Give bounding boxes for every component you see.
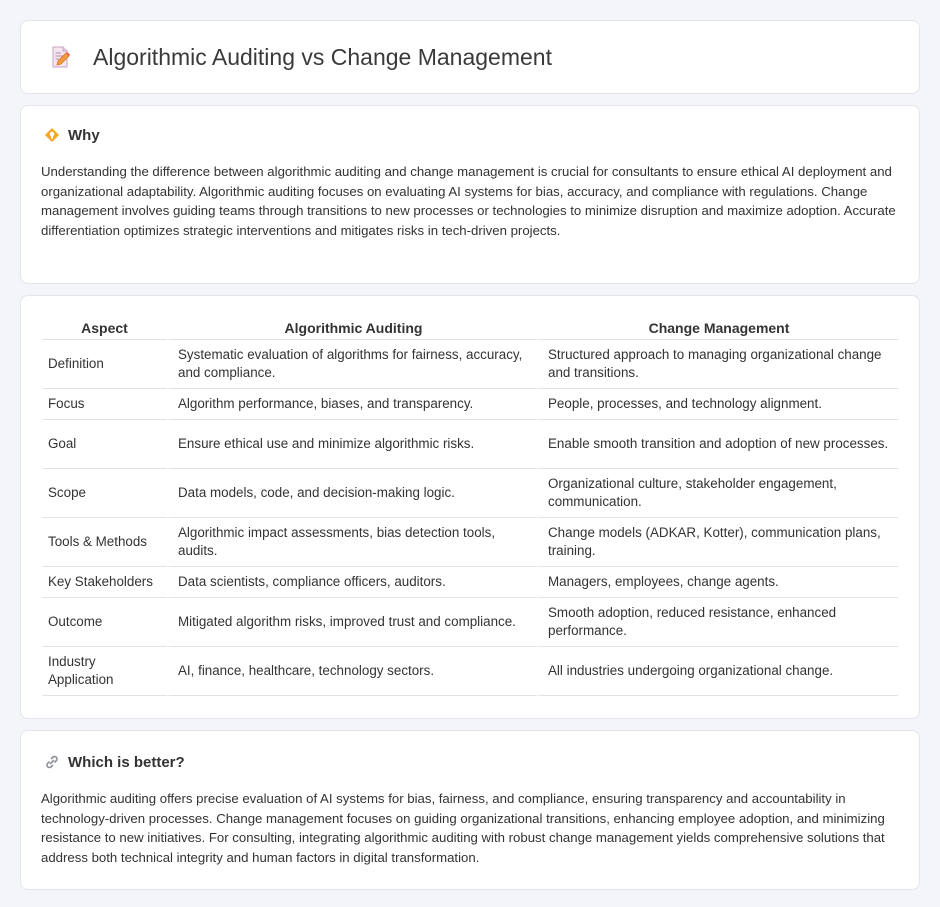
table-header-row: [42, 318, 898, 340]
cell-change: Smooth adoption, reduced resistance, enhanced performance.: [537, 598, 898, 647]
cell-aspect: Tools & Methods: [42, 518, 167, 567]
cell-auditing: Mitigated algorithm risks, improved trust and compliance.: [167, 598, 537, 647]
cell-change: Organizational culture, stakeholder engagement, communication.: [537, 469, 898, 518]
table-row: [42, 420, 898, 469]
cell-change: All industries undergoing organizational change.: [537, 647, 898, 696]
cell-auditing: Data scientists, compliance officers, auditors.: [167, 567, 537, 598]
cell-auditing: Systematic evaluation of algorithms for fairness, accuracy, and compliance.: [167, 340, 537, 389]
cell-aspect: Focus: [42, 389, 167, 420]
lightbulb-diamond-icon: [43, 126, 61, 144]
table-row: [42, 598, 898, 647]
cell-change: People, processes, and technology alignment.: [537, 389, 898, 420]
table-row: [42, 469, 898, 518]
header-aspect: Aspect: [42, 318, 167, 340]
cell-auditing: AI, finance, healthcare, technology sectors.: [167, 647, 537, 696]
document-pencil-icon: [47, 44, 73, 70]
comparison-table-card: [20, 295, 920, 719]
cell-auditing: Ensure ethical use and minimize algorithmic risks.: [167, 420, 537, 469]
comparison-table: [42, 318, 898, 696]
cell-auditing: Algorithm performance, biases, and transparency.: [167, 389, 537, 420]
cell-auditing: Algorithmic impact assessments, bias detection tools, audits.: [167, 518, 537, 567]
cell-aspect: Scope: [42, 469, 167, 518]
table-row: [42, 567, 898, 598]
why-heading: [43, 126, 899, 144]
table-row: [42, 389, 898, 420]
why-title: Why: [68, 126, 100, 144]
table-row: [42, 340, 898, 389]
better-text: Algorithmic auditing offers precise evaluation of AI systems for bias, fairness, and compliance, ensuring transparency and accountability in technology-driven processes. Change management focuses on guiding organizational transitions, enhancing employee adoption, and minimizing resistance to new initiatives. For consulting, integrating algorithmic auditing with robust change management yields comprehensive solutions that address both technical integrity and human factors in digital transformation.: [41, 791, 885, 865]
cell-change: Structured approach to managing organizational change and transitions.: [537, 340, 898, 389]
cell-change: Managers, employees, change agents.: [537, 567, 898, 598]
cell-aspect: Industry Application: [42, 647, 167, 696]
cell-aspect: Outcome: [42, 598, 167, 647]
why-section: [20, 105, 920, 284]
cell-change: Change models (ADKAR, Kotter), communication plans, training.: [537, 518, 898, 567]
header-card: [20, 20, 920, 94]
better-heading: [43, 753, 899, 771]
better-title: Which is better?: [68, 753, 185, 771]
cell-aspect: Goal: [42, 420, 167, 469]
cell-aspect: Key Stakeholders: [42, 567, 167, 598]
which-is-better-section: [20, 730, 920, 890]
header-change-management: Change Management: [537, 318, 898, 340]
why-text: Understanding the difference between algorithmic auditing and change management is crucial for consultants to ensure ethical AI deployment and organizational adaptability. Algorithmic auditing focuses on evaluating AI systems for bias, accuracy, and compliance with regulations. Change management involves guiding teams through transitions to new processes or technologies to minimize disruption and maximize adoption. Accurate differentiation optimizes strategic interventions and mitigates risks in tech-driven projects.: [41, 164, 896, 238]
cell-aspect: Definition: [42, 340, 167, 389]
header-algorithmic-auditing: Algorithmic Auditing: [167, 318, 537, 340]
link-icon: [43, 753, 61, 771]
table-row: [42, 518, 898, 567]
cell-change: Enable smooth transition and adoption of new processes.: [537, 420, 898, 469]
table-row: [42, 647, 898, 696]
page-title: Algorithmic Auditing vs Change Management: [93, 43, 552, 70]
cell-auditing: Data models, code, and decision-making logic.: [167, 469, 537, 518]
